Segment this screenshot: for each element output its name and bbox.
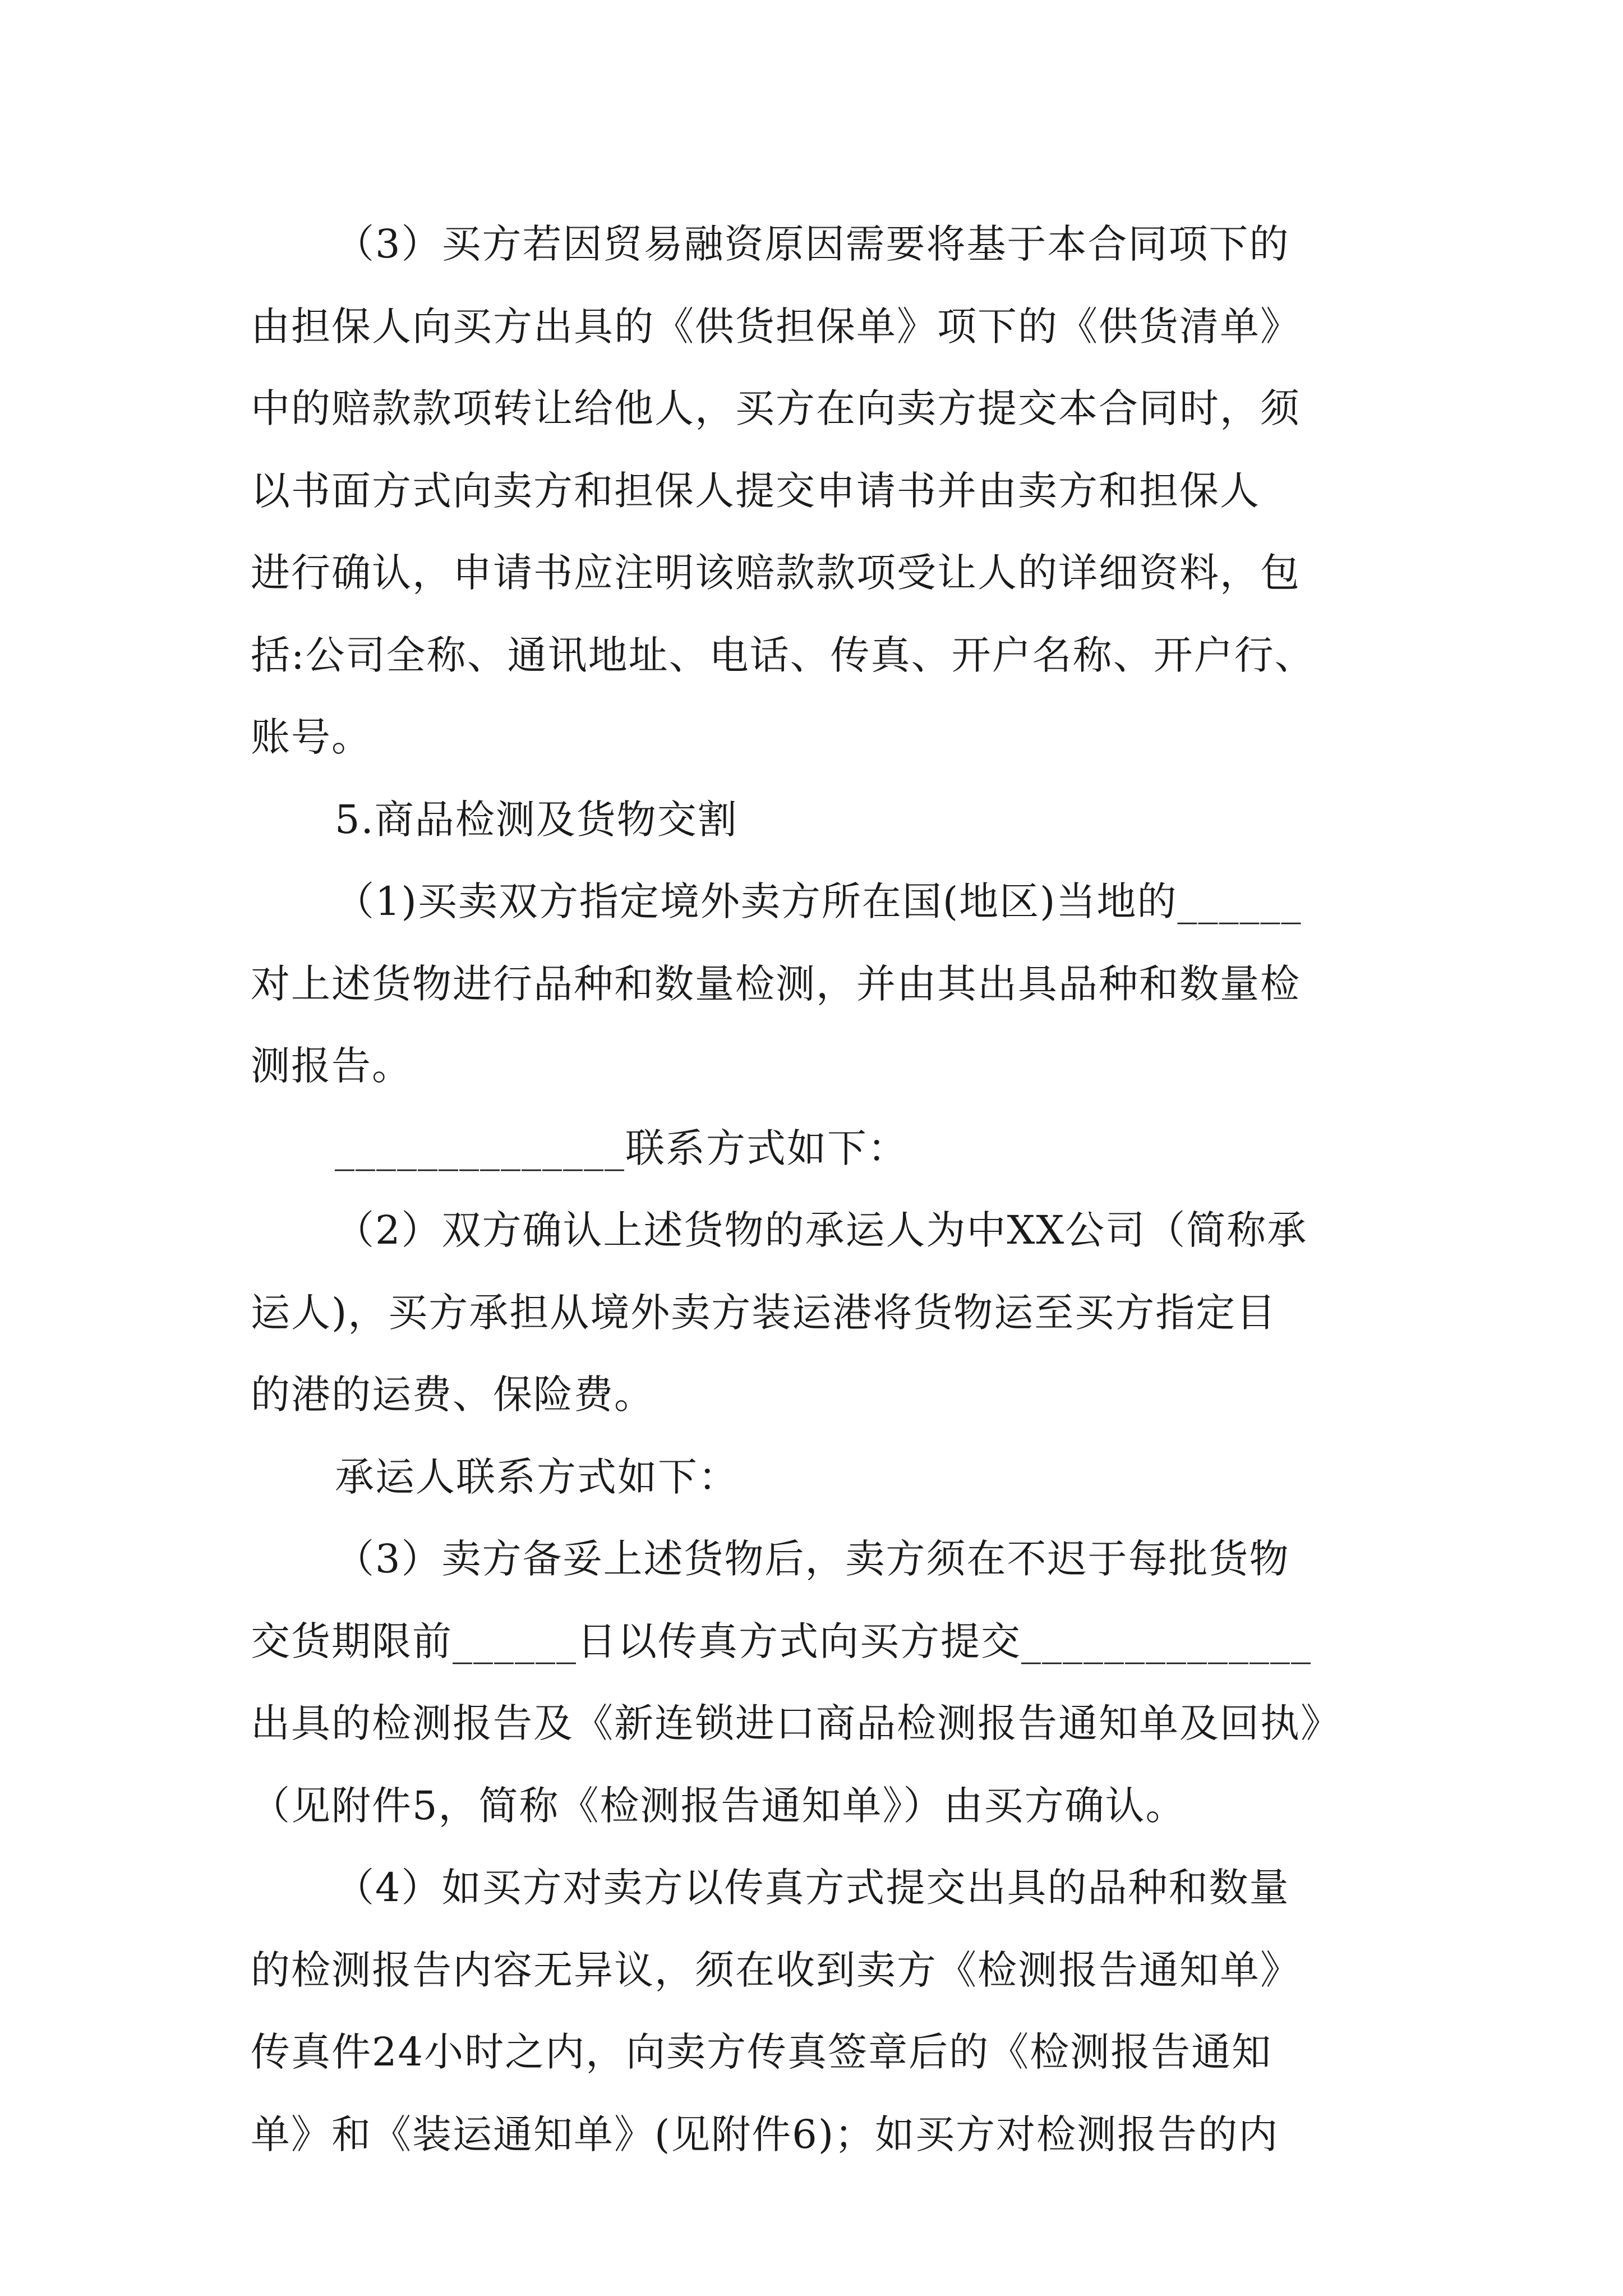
paragraph-line: （2）双方确认上述货物的承运人为中XX公司（简称承	[335, 1207, 1308, 1253]
paragraph-line: 以书面方式向卖方和担保人提交申请书并由卖方和担保人	[251, 468, 1260, 514]
paragraph-line: （4）如买方对卖方以传真方式提交出具的品种和数量	[335, 1865, 1290, 1911]
paragraph-line: 单》和《装运通知单》(见附件6)；如买方对检测报告的内	[251, 2111, 1279, 2157]
paragraph-line: 对上述货物进行品种和数量检测，并由其出具品种和数量检	[251, 961, 1301, 1007]
paragraph-line: ______________联系方式如下：	[335, 1125, 908, 1171]
paragraph-line: 运人)，买方承担从境外卖方装运港将货物运至买方指定目	[251, 1290, 1277, 1336]
paragraph-line: （1)买卖双方指定境外卖方所在国(地区)当地的______	[335, 878, 1302, 924]
section-heading: 5.商品检测及货物交割	[335, 797, 738, 843]
paragraph-line: 中的赔款款项转让给他人，买方在向卖方提交本合同时，须	[251, 385, 1301, 431]
paragraph-line: 传真件24小时之内，向卖方传真签章后的《检测报告通知	[251, 2029, 1272, 2075]
paragraph-line: 由担保人向买方出具的《供货担保单》项下的《供货清单》	[251, 303, 1301, 349]
paragraph-line: 账号。	[251, 714, 372, 760]
paragraph-line: 出具的检测报告及《新连锁进口商品检测报告通知单及回执》	[251, 1700, 1341, 1746]
paragraph-line: 的港的运费、保险费。	[251, 1372, 654, 1418]
paragraph-line: 的检测报告内容无异议，须在收到卖方《检测报告通知单》	[251, 1947, 1301, 1993]
paragraph-line: 进行确认，申请书应注明该赔款款项受让人的详细资料，包	[251, 550, 1301, 596]
paragraph-line: 括:公司全称、通讯地址、电话、传真、开户名称、开户行、	[251, 632, 1315, 678]
paragraph-line: 测报告。	[251, 1043, 412, 1089]
paragraph-line: （3）买方若因贸易融资原因需要将基于本合同项下的	[335, 221, 1290, 267]
paragraph-line: 交货期限前______日以传真方式向买方提交______________	[251, 1618, 1312, 1664]
paragraph-line: 承运人联系方式如下：	[335, 1454, 739, 1500]
paragraph-line: （见附件5，简称《检测报告通知单》）由买方确认。	[251, 1783, 1186, 1829]
paragraph-line: （3）卖方备妥上述货物后，卖方须在不迟于每批货物	[335, 1536, 1290, 1582]
